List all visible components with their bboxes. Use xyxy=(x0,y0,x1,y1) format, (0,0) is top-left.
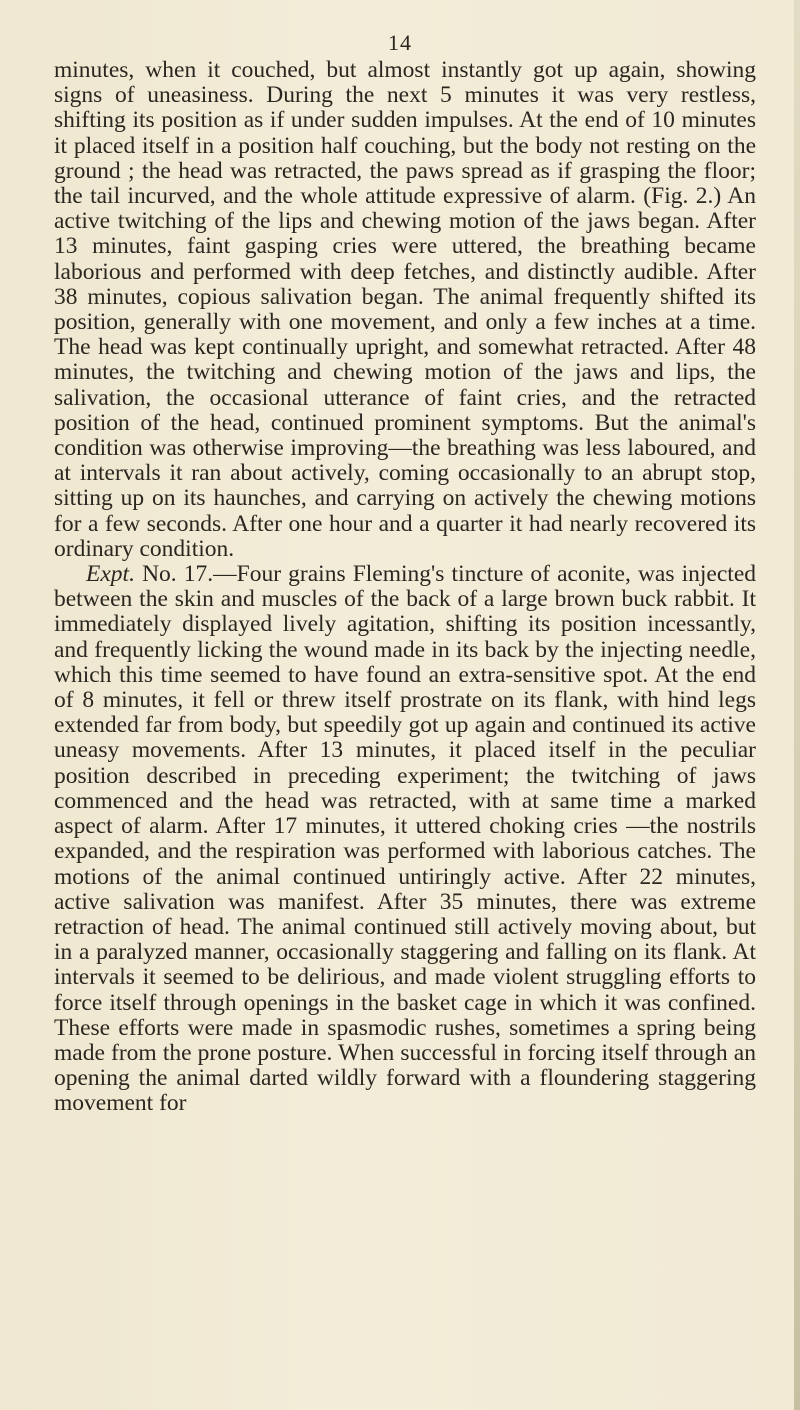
experiment-label: Expt. xyxy=(86,561,135,588)
page-number: 14 xyxy=(388,30,412,55)
paragraph-1: minutes, when it couched, but almost instantly got up again, showing signs of uneasiness. During the next 5 minutes it was very restless, shifting its position as if under sudden impulses. At the end of 10 minutes it placed itself in a position half couching, but the body not resting on the ground ; the head was retracted, the paws spread as if grasping the floor; the tail incurved, and the whole attitude expressive of alarm. (Fig. 2.) An active twitching of the lips and chewing motion of the jaws began. After 13 minutes, faint gasping cries were uttered, the breathing became laborious and performed with deep fetches, and distinctly audible. After 38 minutes, copious salivation began. The animal frequently shifted its position, generally with one movement, and only a few inches at a time. The head was kept continually upright, and somewhat retracted. After 48 minutes, the twitching and chewing motion of the jaws and lips, the salivation, the occasional utterance of faint cries, and the retracted position of the head, continued prominent symptoms. But the animal's condition was otherwise improving—the breathing was less laboured, and at intervals it ran about actively, coming occasionally to an abrupt stop, sitting up on its haunches, and carrying on actively the chewing motions for a few seconds. After one hour and a quarter it had nearly recovered its ordinary condition. xyxy=(54,57,756,562)
paragraph-2 xyxy=(54,562,756,1116)
page-edge-shadow xyxy=(794,0,800,1410)
paragraph-2-text: No. 17.—Four grains Fleming's tincture of aconite, was injected between the skin and muscles of the back of a large brown buck rabbit. It immediately displayed lively agitation, shifting its position incessantly, and frequently licking the wound made in its back by the injecting needle, which this time seemed to have found an extra-sensitive spot. At the end of 8 minutes, it fell or threw itself prostrate on its flank, with hind legs extended far from body, but speedily got up again and continued its active uneasy movements. After 13 minutes, it placed itself in the peculiar position described in preceding experiment; the twitching of jaws commenced and the head was retracted, with at same time a marked aspect of alarm. After 17 minutes, it uttered choking cries —the nostrils expanded, and the respiration was performed with laborious catches. The motions of the animal continued untiringly active. After 22 minutes, active salivation was manifest. After 35 minutes, there was extreme retraction of head. The animal continued still actively moving about, but in a paralyzed manner, occasionally staggering and falling on its flank. At intervals it seemed to be delirious, and made violent struggling efforts to force itself through openings in the basket cage in which it was confined. These efforts were made in spasmodic rushes, sometimes a spring being made from the prone posture. When successful in forcing itself through an opening the animal darted wildly forward with a floundering staggering movement for xyxy=(54,561,756,1117)
body-text xyxy=(54,58,756,1117)
